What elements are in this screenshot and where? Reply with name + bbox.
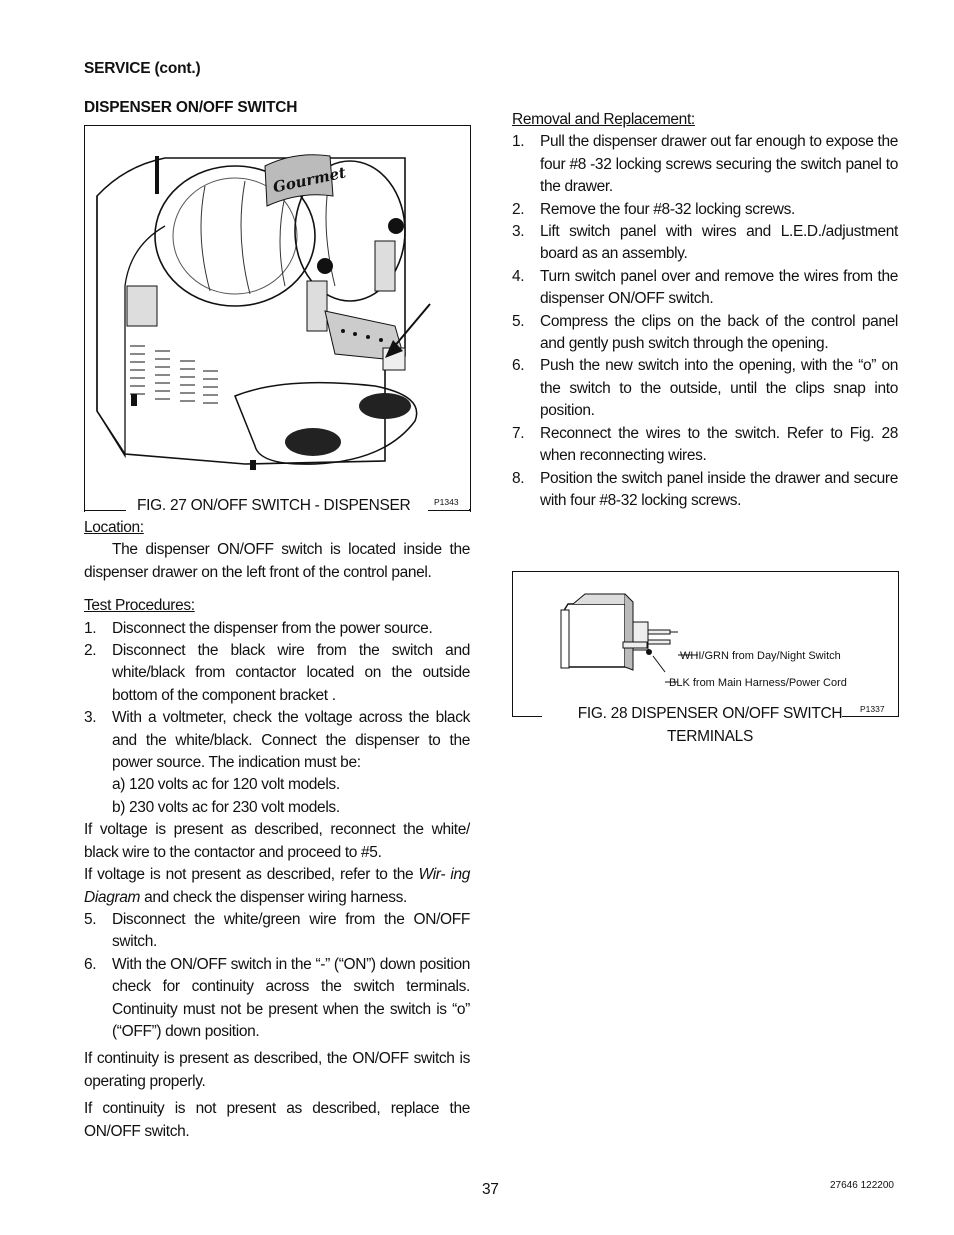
test-steps [84,618,470,775]
voltage-absent-text: If voltage is not present as described, refer to the Wir- ing Diagram and check the dispenser wiring harness. [84,866,470,906]
list-item: 3. Lift switch panel with wires and L.E.D./adjustment board as an assembly. [512,223,898,263]
list-item: 5. Compress the clips on the back of the control panel and gently push switch through the opening. [512,312,898,353]
location-text: The dispenser ON/OFF switch is located inside the dispenser drawer on the left front of the control panel. [84,541,470,581]
list-item: 6. With the ON/OFF switch in the “-” (“ON”) down position check for continuity across the switch terminals. Continuity must not be present when the switch is “o” (“OFF”) down position. [84,955,470,1040]
list-item: 4. Turn switch panel over and remove the wires from the dispenser ON/OFF switch. [512,267,898,308]
switch-terminal-diagram [513,572,898,717]
test-heading: Test Procedures: [84,597,195,615]
list-item: 7. Reconnect the wires to the switch. Refer to Fig. 28 when reconnecting wires. [512,424,898,465]
list-item: 8. Position the switch panel inside the drawer and secure with four #8-32 locking screws. [512,469,898,509]
sub-item-b: b) 230 volts ac for 230 volt models. [112,798,340,816]
list-item: 6. Push the new switch into the opening, with the “o” on the switch to the outside, until the clips snap into position. [512,357,898,420]
document-id: 27646 122200 [830,1180,894,1191]
test-steps-continued [84,909,470,1043]
svg-text:WHI/GRN from Day/Night Switch: WHI/GRN from Day/Night Switch [680,650,841,662]
location-heading: Location: [84,519,144,536]
list-item: 2. Remove the four #8-32 locking screws. [512,200,795,218]
left-column [84,517,470,1143]
svg-text:BLK from Main Harness/Power Co: BLK from Main Harness/Power Cord [669,677,847,689]
svg-text:Gourmet: Gourmet [271,163,348,197]
right-column [512,109,898,512]
continuity-present-text: If continuity is present as described, the ON/OFF switch is operating properly. [84,1050,470,1090]
list-item: 1. Pull the dispenser drawer out far enough to expose the four #8 -32 locking screws securing the switch panel to the drawer. [512,133,898,196]
figure-27 [84,125,471,512]
dispenser-illustration [85,126,470,512]
figure-27-code: P1343 [434,497,459,507]
continuity-absent-text: If continuity is not present as described, replace the ON/OFF switch. [84,1100,470,1140]
figure-28-caption: FIG. 28 DISPENSER ON/OFF SWITCH TERMINALS [577,705,843,745]
voltage-present-text: If voltage is present as described, reconnect the white/ black wire to the contactor and proceed to #5. [84,821,470,861]
list-item: 1. Disconnect the dispenser from the power source. [84,619,433,637]
figure-28 [512,571,899,717]
list-item: 3. With a voltmeter, check the voltage across the black and the white/black. Connect the dispenser to the power source. The indication must be: [84,709,470,772]
removal-heading: Removal and Replacement: [512,111,695,128]
sub-item-a: a) 120 volts ac for 120 volt models. [112,776,340,794]
page-title: DISPENSER ON/OFF SWITCH [84,99,298,116]
figure-28-code: P1337 [860,704,885,714]
figure-27-caption: FIG. 27 ON/OFF SWITCH - DISPENSER [137,497,411,514]
list-item: 2. Disconnect the black wire from the switch and white/black from contactor located on the outside bottom of the component bracket . [84,642,470,704]
removal-steps [512,131,898,512]
list-item: 5. Disconnect the white/green wire from the ON/OFF switch. [84,910,470,951]
page-number: 37 [482,1181,499,1198]
section-heading: SERVICE (cont.) [84,60,201,77]
